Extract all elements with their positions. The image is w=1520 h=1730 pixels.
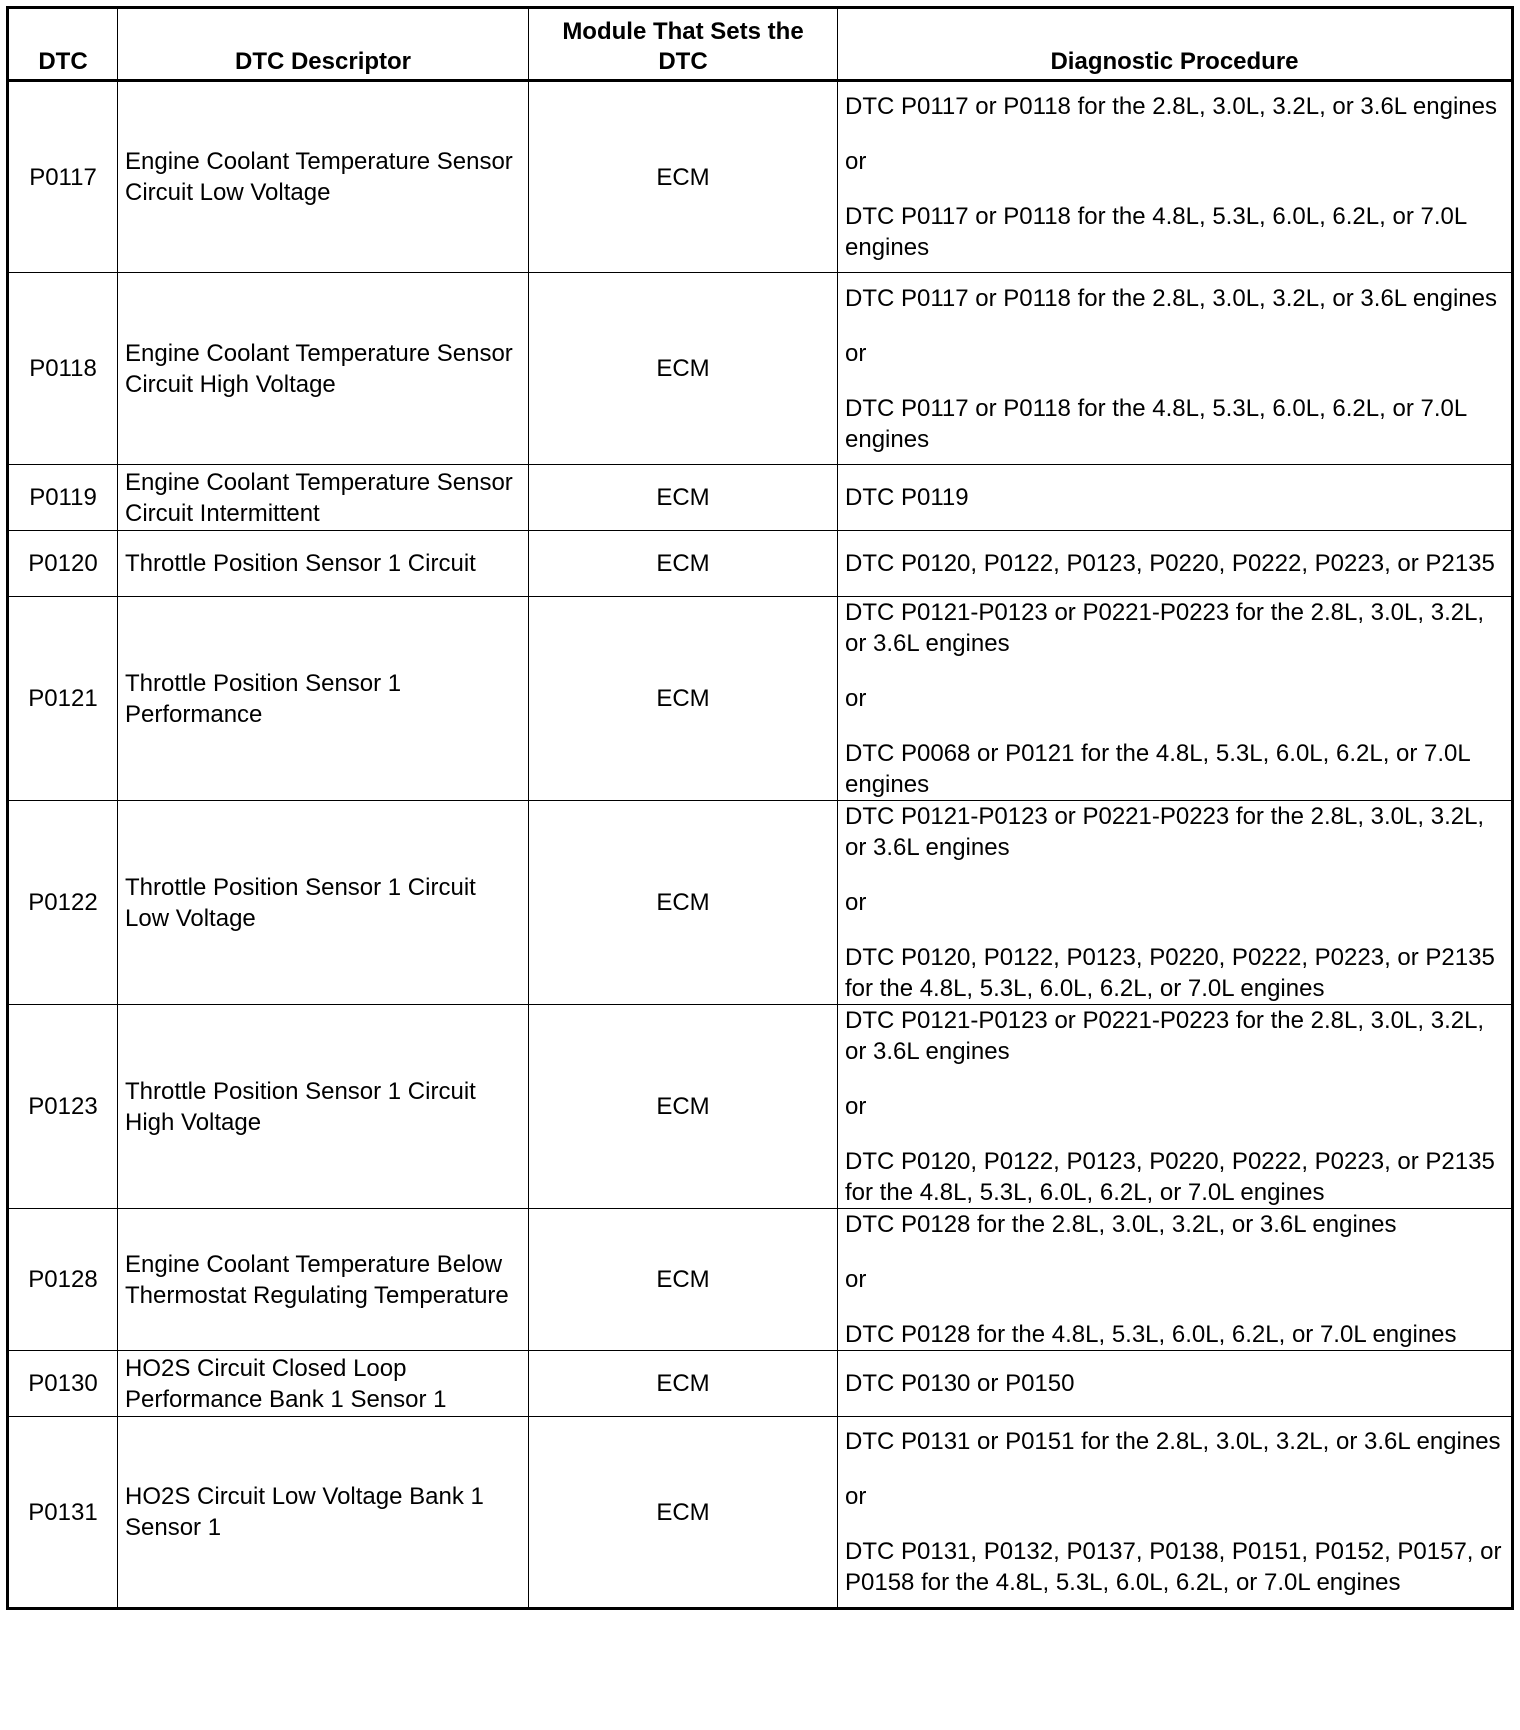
procedure-separator: or	[845, 1483, 867, 1510]
procedure-link[interactable]: DTC P0121-P0123 or P0221-P0223 for the 2.8L, 3.0L, 3.2L, or 3.6L engines	[845, 1007, 1485, 1065]
dtc-table	[6, 6, 1514, 1610]
procedure-link[interactable]: DTC P0130 or P0150	[845, 1370, 1075, 1397]
dtc-code: P0117	[8, 81, 118, 273]
procedure-link[interactable]: DTC P0120, P0122, P0123, P0220, P0222, P0223, or P2135 for the 4.8L, 5.3L, 6.0L, 6.2L, or 7.0L engines	[845, 944, 1495, 1002]
dtc-descriptor: Engine Coolant Temperature Sensor Circuit High Voltage	[118, 273, 529, 465]
procedure-link[interactable]: DTC P0121-P0123 or P0221-P0223 for the 2.8L, 3.0L, 3.2L, or 3.6L engines	[845, 803, 1485, 861]
procedure-link[interactable]: DTC P0119	[845, 484, 969, 511]
dtc-module: ECM	[529, 801, 838, 1005]
dtc-code: P0130	[8, 1351, 118, 1417]
table-row	[8, 801, 1513, 1005]
dtc-code: P0123	[8, 1005, 118, 1209]
table-row	[8, 1351, 1513, 1417]
procedure-link[interactable]: DTC P0117 or P0118 for the 4.8L, 5.3L, 6.0L, 6.2L, or 7.0L engines	[845, 394, 1467, 453]
procedure-link[interactable]: DTC P0128 for the 4.8L, 5.3L, 6.0L, 6.2L, or 7.0L engines	[845, 1321, 1457, 1348]
dtc-module: ECM	[529, 531, 838, 597]
table-row	[8, 1005, 1513, 1209]
procedure-separator: or	[845, 685, 867, 712]
dtc-descriptor: Engine Coolant Temperature Below Thermostat Regulating Temperature	[118, 1209, 529, 1351]
table-row	[8, 1209, 1513, 1351]
dtc-code: P0119	[8, 465, 118, 531]
dtc-module: ECM	[529, 81, 838, 273]
dtc-module: ECM	[529, 273, 838, 465]
dtc-code: P0120	[8, 531, 118, 597]
diagnostic-procedure	[838, 465, 1513, 531]
procedure-link[interactable]: DTC P0120, P0122, P0123, P0220, P0222, P0223, or P2135	[845, 550, 1495, 577]
header-row	[8, 8, 1513, 81]
diagnostic-procedure	[838, 801, 1513, 1005]
procedure-link[interactable]: DTC P0128 for the 2.8L, 3.0L, 3.2L, or 3.6L engines	[845, 1211, 1397, 1238]
procedure-link[interactable]: DTC P0131, P0132, P0137, P0138, P0151, P0152, P0157, or P0158 for the 4.8L, 5.3L, 6.0L, 6.2L, or 7.0L engines	[845, 1538, 1502, 1596]
table-row	[8, 1417, 1513, 1609]
table-row	[8, 273, 1513, 465]
dtc-module: ECM	[529, 1417, 838, 1609]
dtc-descriptor: HO2S Circuit Low Voltage Bank 1 Sensor 1	[118, 1417, 529, 1609]
dtc-code: P0131	[8, 1417, 118, 1609]
procedure-link[interactable]: DTC P0117 or P0118 for the 4.8L, 5.3L, 6.0L, 6.2L, or 7.0L engines	[845, 203, 1467, 261]
diagnostic-procedure	[838, 1209, 1513, 1351]
diagnostic-procedure	[838, 1417, 1513, 1609]
procedure-link[interactable]: DTC P0117 or P0118 for the 2.8L, 3.0L, 3.2L, or 3.6L engines	[845, 284, 1497, 312]
table-row	[8, 531, 1513, 597]
header-procedure: Diagnostic Procedure	[838, 8, 1513, 81]
procedure-link[interactable]: DTC P0120, P0122, P0123, P0220, P0222, P0223, or P2135 for the 4.8L, 5.3L, 6.0L, 6.2L, or 7.0L engines	[845, 1148, 1495, 1206]
procedure-link[interactable]: DTC P0117 or P0118 for the 2.8L, 3.0L, 3.2L, or 3.6L engines	[845, 93, 1497, 120]
table-row	[8, 465, 1513, 531]
procedure-separator: or	[845, 1093, 867, 1120]
document-page	[6, 6, 1511, 1610]
dtc-descriptor: Throttle Position Sensor 1 Circuit High Voltage	[118, 1005, 529, 1209]
diagnostic-procedure	[838, 1351, 1513, 1417]
dtc-code: P0121	[8, 597, 118, 801]
dtc-descriptor: Throttle Position Sensor 1 Circuit	[118, 531, 529, 597]
dtc-code: P0118	[8, 273, 118, 465]
dtc-module: ECM	[529, 1351, 838, 1417]
dtc-descriptor: Engine Coolant Temperature Sensor Circuit Low Voltage	[118, 81, 529, 273]
procedure-separator: or	[845, 889, 867, 916]
diagnostic-procedure	[838, 81, 1513, 273]
dtc-module: ECM	[529, 465, 838, 531]
table-header	[8, 8, 1513, 81]
dtc-descriptor: Throttle Position Sensor 1 Circuit Low Voltage	[118, 801, 529, 1005]
header-descriptor: DTC Descriptor	[118, 8, 529, 81]
procedure-link[interactable]: DTC P0131 or P0151 for the 2.8L, 3.0L, 3.2L, or 3.6L engines	[845, 1428, 1501, 1455]
dtc-code: P0122	[8, 801, 118, 1005]
table-row	[8, 597, 1513, 801]
dtc-module: ECM	[529, 1005, 838, 1209]
table-row	[8, 81, 1513, 273]
table-body	[8, 81, 1513, 1609]
header-module: Module That Sets the DTC	[529, 8, 838, 81]
dtc-code: P0128	[8, 1209, 118, 1351]
procedure-separator: or	[845, 339, 867, 367]
dtc-module: ECM	[529, 597, 838, 801]
procedure-link[interactable]: DTC P0068 or P0121 for the 4.8L, 5.3L, 6.0L, 6.2L, or 7.0L engines	[845, 740, 1470, 798]
header-dtc: DTC	[8, 8, 118, 81]
procedure-separator: or	[845, 148, 867, 175]
diagnostic-procedure	[838, 531, 1513, 597]
procedure-separator: or	[845, 1266, 867, 1293]
diagnostic-procedure	[838, 1005, 1513, 1209]
procedure-link[interactable]: DTC P0121-P0123 or P0221-P0223 for the 2.8L, 3.0L, 3.2L, or 3.6L engines	[845, 599, 1485, 657]
dtc-module: ECM	[529, 1209, 838, 1351]
dtc-descriptor: Throttle Position Sensor 1 Performance	[118, 597, 529, 801]
diagnostic-procedure	[838, 273, 1513, 465]
dtc-descriptor: HO2S Circuit Closed Loop Performance Bank 1 Sensor 1	[118, 1351, 529, 1417]
diagnostic-procedure	[838, 597, 1513, 801]
dtc-descriptor: Engine Coolant Temperature Sensor Circuit Intermittent	[118, 465, 529, 531]
